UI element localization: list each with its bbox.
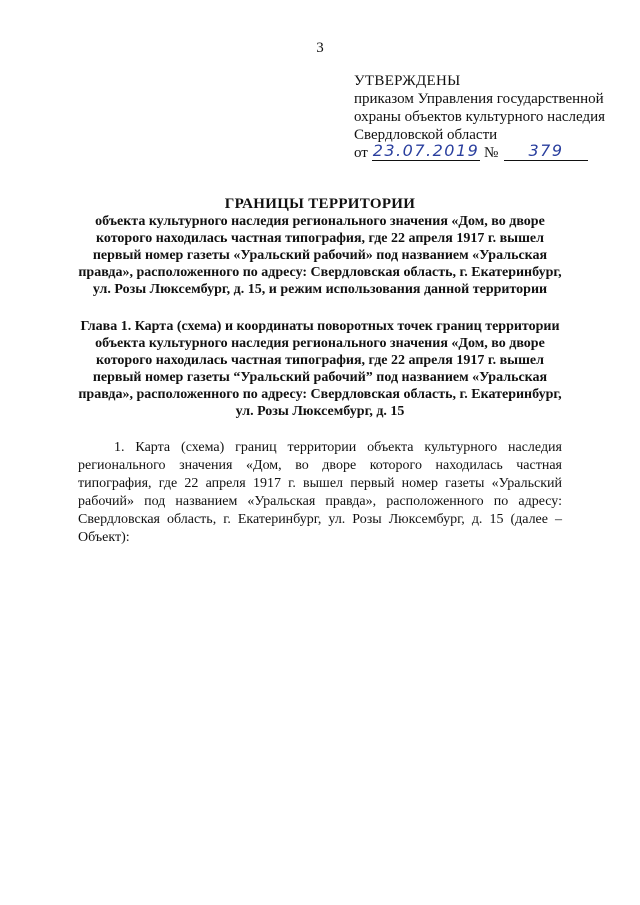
- handwritten-date: 23.07.2019: [372, 141, 480, 160]
- body-paragraph: 1. Карта (схема) границ территории объекта культурного наследия регионального значения «Дом, во дворе которого находилась частная типография, где 22 апреля 1917 г. вышел первый номер газеты «Уральский рабочий» под названием «Уральская правда», расположенного по адресу: Свердловская область, г. Екатеринбург, ул. Розы Люксембург, д. 15 (далее – Объект):: [78, 440, 562, 545]
- approval-line-2: охраны объектов культурного наследия: [354, 109, 606, 125]
- order-date-number-line: [354, 141, 624, 164]
- chapter-heading: Глава 1. Карта (схема) и координаты поворотных точек границ территории объекта культурного наследия регионального значения «Дом, во дворе которого находилась частная типография, где 22 апреля 1917 г. вышел первый номер газеты “Уральский рабочий” под названием «Уральская правда», расположенного по адресу: Свердловская область, г. Екатеринбург, ул. Розы Люксембург, д. 15: [78, 319, 562, 419]
- date-prefix: от: [354, 145, 368, 161]
- page-number: 3: [316, 40, 324, 56]
- document-subtitle: объекта культурного наследия регионального значения «Дом, во дворе которого находилась частная типография, где 22 апреля 1917 г. вышел первый номер газеты «Уральский рабочий» под названием «Уральская правда», расположенного по адресу: Свердловская область, г. Екатеринбург, ул. Розы Люксембург, д. 15, и режим использования данной территории: [78, 214, 562, 297]
- approval-stamp-block: [354, 72, 624, 164]
- handwritten-order-number: 379: [504, 142, 588, 161]
- approval-line-1: приказом Управления государственной: [354, 91, 604, 107]
- approval-line-3: Свердловской области: [354, 127, 498, 143]
- document-title-block: [78, 196, 562, 298]
- number-prefix: №: [484, 145, 499, 161]
- approved-heading: УТВЕРЖДЕНЫ: [354, 73, 461, 89]
- document-title: ГРАНИЦЫ ТЕРРИТОРИИ: [224, 196, 416, 212]
